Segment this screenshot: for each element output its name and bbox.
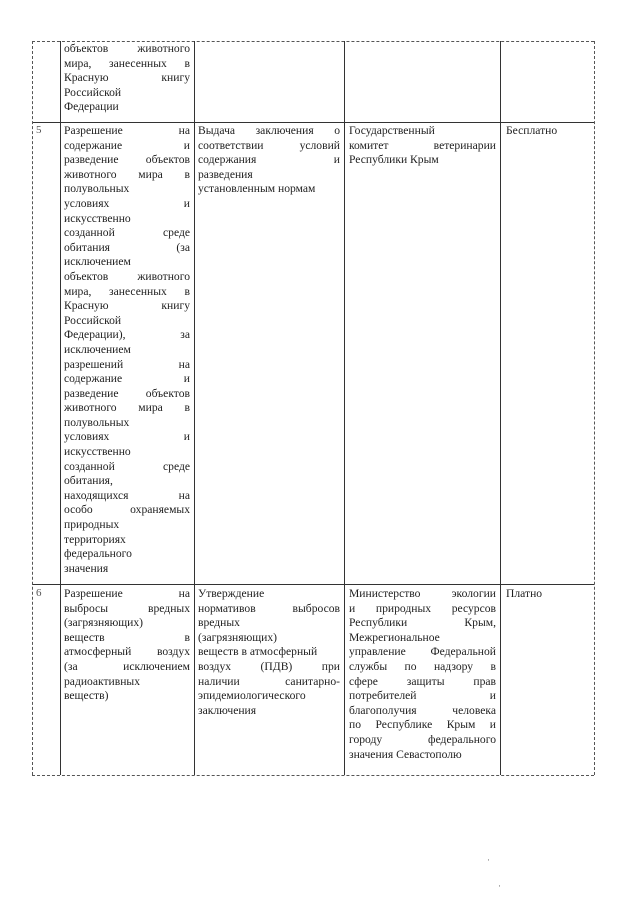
name-line: Красную книгу [64,71,190,85]
name-line: территориях [64,532,126,546]
service-line: разведения [198,167,253,181]
authority-line: и природных ресурсов [349,601,496,615]
name-line: значения [64,561,109,575]
name-line: разведение объектов [64,386,190,400]
authority-line: значения Севастополю [349,747,462,761]
authority-line: Государственный [349,124,435,137]
name-line: содержание и [64,372,190,386]
name-line: обитания (за [64,240,190,254]
authority-line: Республики Крым, [349,616,496,630]
table-right-border [594,41,595,775]
service-line: содержания и [198,153,340,167]
service-cell [198,124,340,197]
fee-cell: Платно [506,587,543,600]
authority-line: городу федерального [349,732,496,746]
permit-name-cell [64,124,190,576]
authority-line: Республики Крым [349,153,439,167]
name-line: искусственно [64,445,131,459]
name-line: веществ в [64,630,190,644]
service-cell [198,587,340,718]
table-bottom-border [32,775,594,776]
name-line: полувольных [64,415,130,429]
name-line: выбросы вредных [64,601,190,615]
row-number: 6 [36,587,42,599]
authority-line: потребителей и [349,689,496,703]
name-line: мира, занесенных в [64,284,190,298]
name-line: обитания, [64,474,113,488]
service-line: заключения [198,703,257,717]
column-divider-1 [60,41,61,775]
service-line: (загрязняющих) [198,630,278,644]
row-divider-5 [32,122,594,123]
authority-line: управление Федеральной [349,645,496,659]
authority-line: по Республике Крым и [349,718,496,732]
name-line: Красную книгу [64,299,190,313]
name-line: созданной среде [64,226,190,240]
authority-line: Межрегиональное [349,630,440,644]
name-line: искусственно [64,211,131,225]
name-line: исключением [64,255,131,269]
authority-line: Министерство экологии [349,587,496,600]
name-line: (за исключением [64,659,190,673]
name-line: особо охраняемых [64,503,190,517]
name-line: природных [64,518,120,532]
authority-line: сфере защиты прав [349,674,496,688]
name-line: Разрешение на [64,587,190,600]
service-line: соответствии условий [198,138,340,152]
service-line: установленным нормам [198,182,316,196]
name-line: находящихся на [64,488,190,502]
name-line: Российской [64,313,122,327]
name-line: объектов животного [64,42,190,55]
name-line: веществ) [64,689,109,703]
authority-cell [349,124,496,168]
service-line: Выдача заключения о [198,124,340,137]
name-line: животного мира в [64,167,190,181]
name-line: объектов животного [64,269,190,283]
service-line: воздух (ПДВ) при [198,659,340,673]
name-line: мира, занесенных в [64,56,190,70]
name-line: федерального [64,547,132,561]
name-line: атмосферный воздух [64,645,190,659]
service-line: Утверждение [198,587,265,600]
column-divider-3 [344,41,345,775]
name-line: полувольных [64,182,130,196]
name-line: созданной среде [64,459,190,473]
table-row [64,42,190,115]
authority-line: комитет ветеринарии [349,138,496,152]
scan-speck: · [498,881,501,891]
name-line: содержание и [64,138,190,152]
name-line: разведение объектов [64,153,190,167]
name-line: (загрязняющих) [64,616,144,630]
name-line: радиоактивных [64,674,141,688]
name-line: условиях и [64,430,190,444]
name-line: животного мира в [64,401,190,415]
name-line: Разрешение на [64,124,190,137]
service-line: нормативов выбросов [198,601,340,615]
name-line: исключением [64,342,131,356]
service-line: вредных [198,616,240,630]
authority-cell [349,587,496,762]
authority-line: службы по надзору в [349,659,496,673]
authority-line: благополучия человека [349,703,496,717]
scan-speck: · [487,855,490,865]
name-line: Российской [64,85,122,99]
column-divider-4 [500,41,501,775]
fee-cell: Бесплатно [506,124,558,137]
service-line: наличии санитарно- [198,674,340,688]
row-divider-6 [32,584,594,585]
column-divider-2 [194,41,195,775]
row-number: 5 [36,124,42,136]
service-line: эпидемиологического [198,689,306,703]
name-line: условиях и [64,196,190,210]
name-line: Федерации [64,100,119,114]
table-left-border [32,41,33,775]
name-line: Федерации), за [64,328,190,342]
permit-name-cell [64,587,190,704]
name-line: разрешений на [64,357,190,371]
service-line: веществ в атмосферный [198,645,318,659]
